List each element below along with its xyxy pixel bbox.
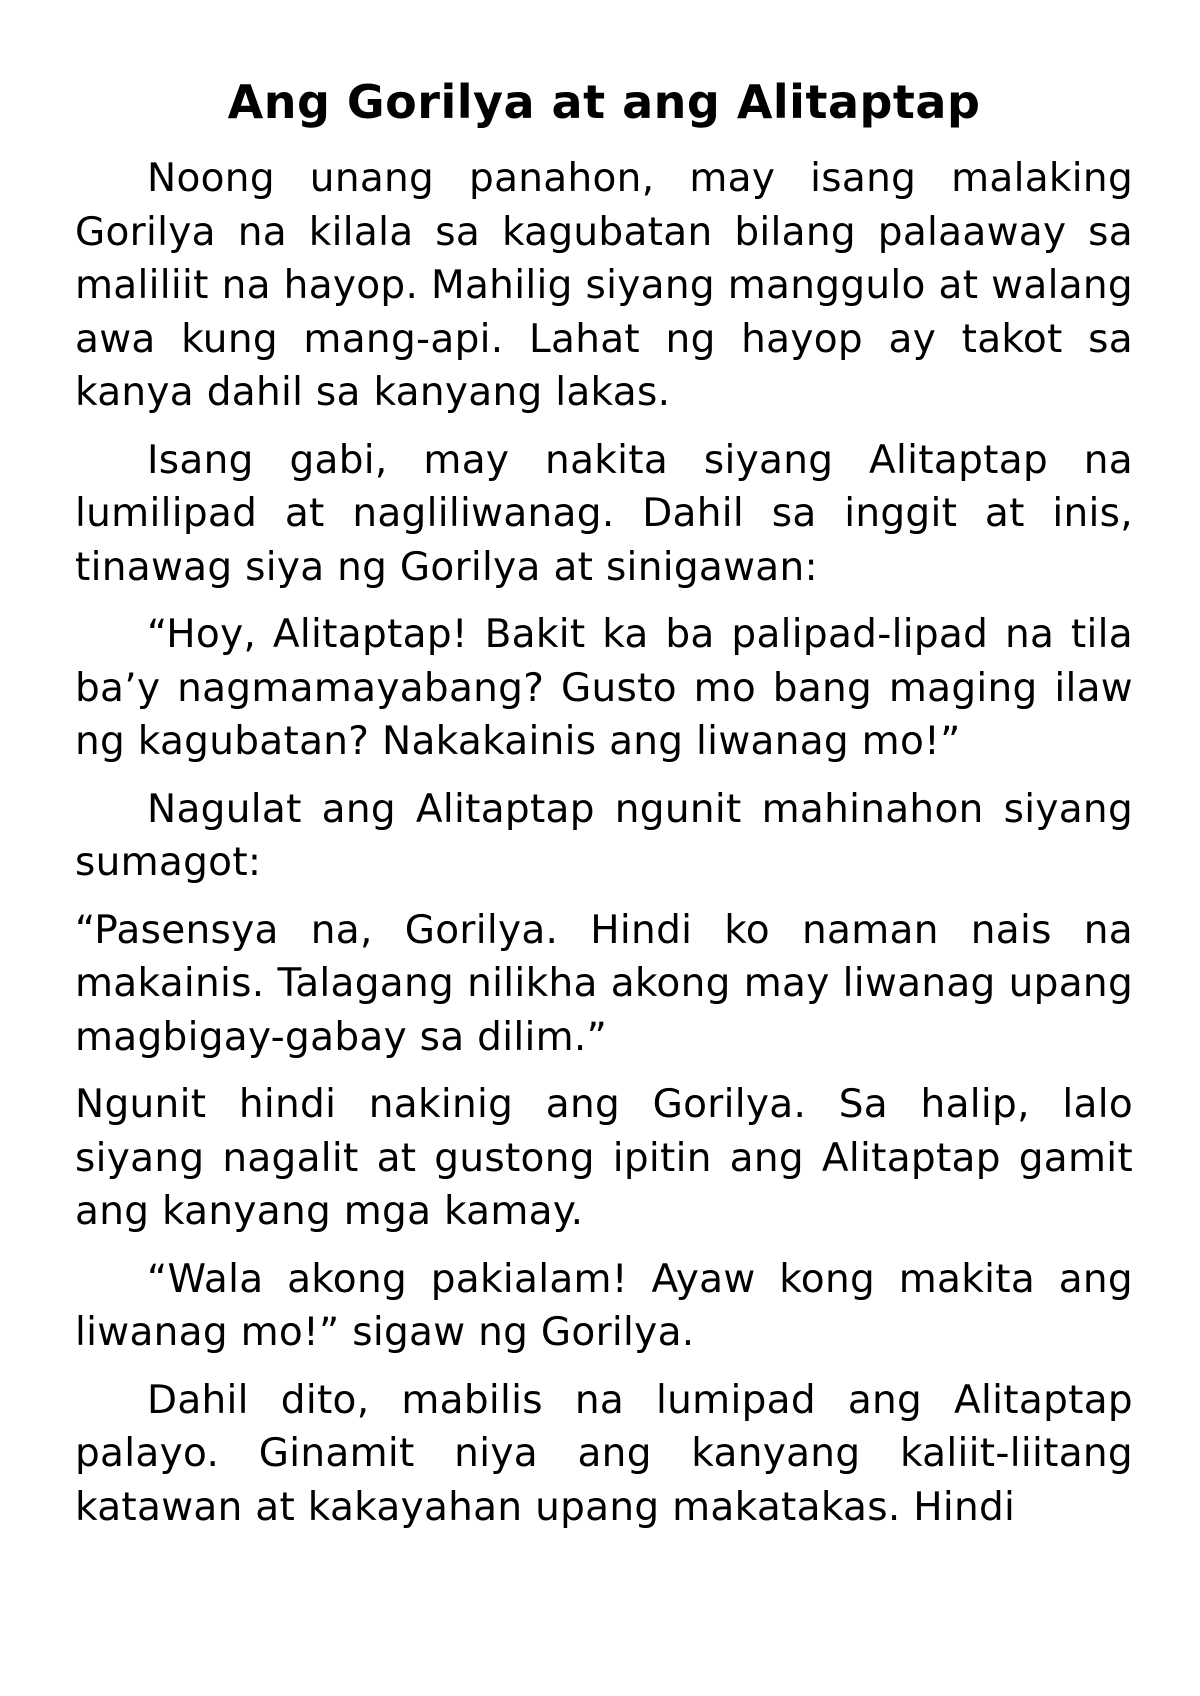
story-title: Ang Gorilya at ang Alitaptap bbox=[227, 75, 981, 129]
paragraph-2: Isang gabi, may nakita siyang Alitaptap na lumilipad at nagliliwanag. Dahil sa inggit at inis, tinawag siya ng Gorilya at sinigawan: bbox=[75, 437, 1133, 590]
paragraph-7: “Wala akong pakialam! Ayaw kong makita ang liwanag mo!” sigaw ng Gorilya. bbox=[75, 1256, 1133, 1355]
paragraph-8: Dahil dito, mabilis na lumipad ang Alitaptap palayo. Ginamit niya ang kanyang kaliit-liitang katawan at kakayahan upang makatakas. Hindi bbox=[75, 1377, 1133, 1530]
paragraph-1: Noong unang panahon, may isang malaking Gorilya na kilala sa kagubatan bilang palaaway sa maliliit na hayop. Mahilig siyang manggulo at walang awa kung mang-api. Lahat ng hayop ay takot sa kanya dahil sa kanyang lakas. bbox=[75, 156, 1133, 415]
paragraph-6: Ngunit hindi nakinig ang Gorilya. Sa halip, lalo siyang nagalit at gustong ipitin ang Alitaptap gamit ang kanyang mga kamay. bbox=[75, 1082, 1133, 1234]
paragraph-3: “Hoy, Alitaptap! Bakit ka ba palipad-lipad na tila ba’y nagmamayabang? Gusto mo bang maging ilaw ng kagubatan? Nakakainis ang liwanag mo!” bbox=[75, 612, 1133, 764]
document-page bbox=[75, 70, 1133, 1534]
paragraph-4: Nagulat ang Alitaptap ngunit mahinahon siyang sumagot: bbox=[75, 786, 1133, 885]
paragraph-5: “Pasensya na, Gorilya. Hindi ko naman nais na makainis. Talagang nilikha akong may liwanag upang magbigay-gabay sa dilim.” bbox=[75, 907, 1133, 1060]
